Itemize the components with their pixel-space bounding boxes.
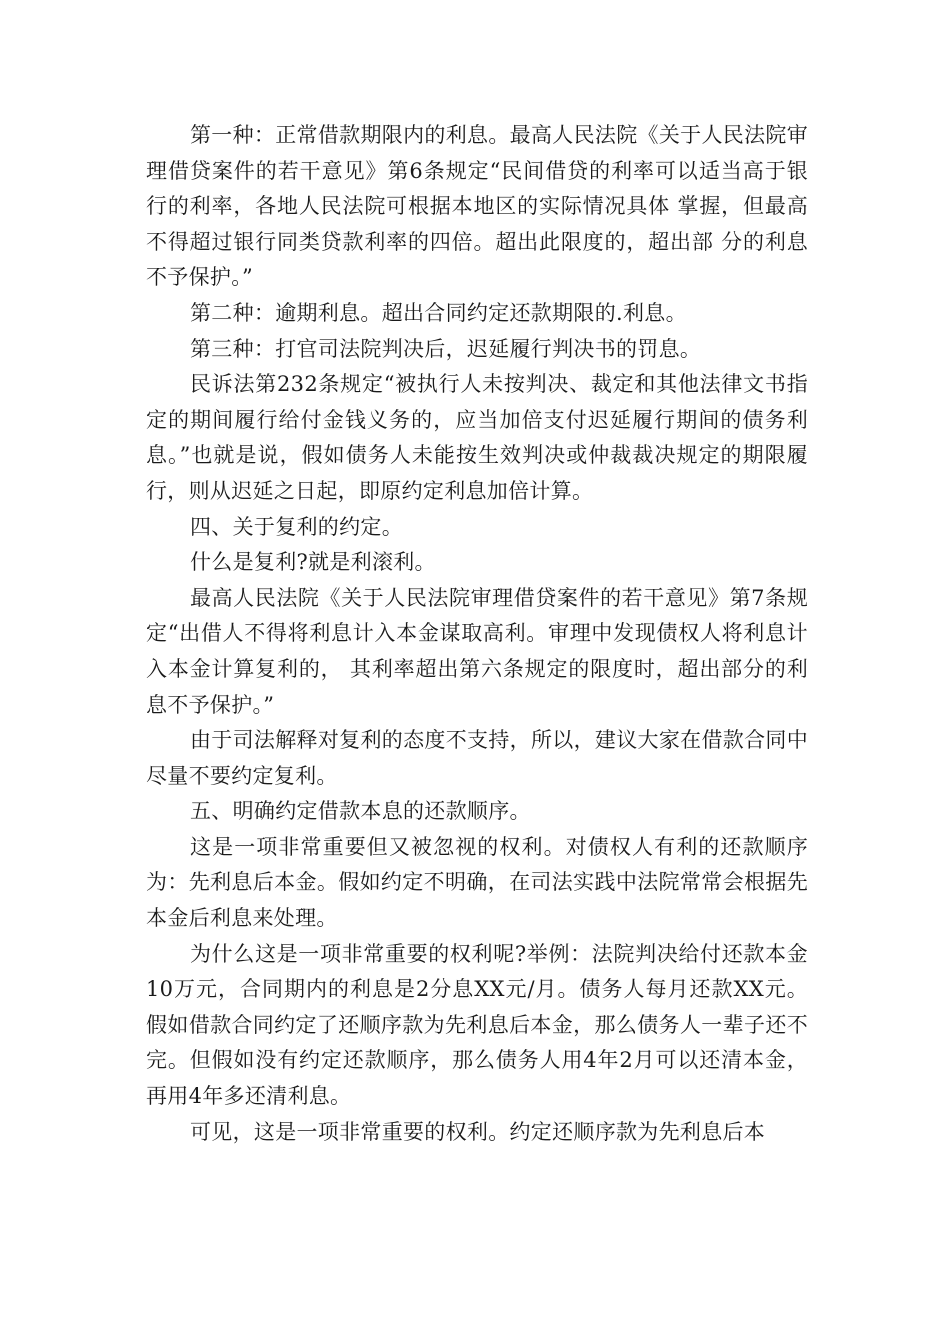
paragraph: 最高人民法院《关于人民法院审理借贷案件的若干意见》第7条规定“出借人不得将利息计入本金谋取高利。审理中发现债权人将利息计入本金计算复利的， 其利率超出第六条规定的限度时，超出部分的利息不予保护。”: [146, 585, 808, 717]
paragraph: 为什么这是一项非常重要的权利呢?举例：法院判决给付还款本金10万元，合同期内的利息是2分息XX元/月。债务人每月还款XX元。假如借款合同约定了还顺序款为先利息后本金，那么债务人一辈子还不完。但假如没有约定还款顺序，那么债务人用4年2月可以还清本金，再用4年多还清利息。: [146, 941, 808, 1109]
paragraph: 民诉法第232条规定“被执行人未按判决、裁定和其他法律文书指定的期间履行给付金钱义务的，应当加倍支付迟延履行期间的债务利息。”也就是说，假如债务人未能按生效判决或仲裁裁决规定的期限履行，则从迟延之日起，即原约定利息加倍计算。: [146, 372, 808, 503]
paragraph: 第三种：打官司法院判决后，迟延履行判决书的罚息。: [190, 336, 702, 361]
paragraph: 可见，这是一项非常重要的权利。约定还顺序款为先利息后本: [190, 1119, 766, 1144]
paragraph: 由于司法解释对复利的态度不支持，所以，建议大家在借款合同中尽量不要约定复利。: [146, 728, 808, 788]
paragraph: 第二种：逾期利息。超出合同约定还款期限的.利息。: [190, 300, 687, 325]
document-page: [146, 118, 808, 1150]
section-heading: 四、关于复利的约定。: [190, 514, 403, 539]
paragraph: 第一种：正常借款期限内的利息。最高人民法院《关于人民法院审理借贷案件的若干意见》第6条规定“民间借贷的利率可以适当高于银行的利率，各地人民法院可根据本地区的实际情况具体 掌握，但最高不得超过银行同类贷款利率的四倍。超出此限度的，超出部 分的利息不予保护。”: [146, 123, 808, 290]
section-heading: 五、明确约定借款本息的还款顺序。: [190, 799, 531, 824]
paragraph: 什么是复利?就是利滚利。: [190, 550, 436, 575]
paragraph: 这是一项非常重要但又被忽视的权利。对债权人有利的还款顺序为：先利息后本金。假如约定不明确，在司法实践中法院常常会根据先本金后利息来处理。: [146, 834, 808, 931]
